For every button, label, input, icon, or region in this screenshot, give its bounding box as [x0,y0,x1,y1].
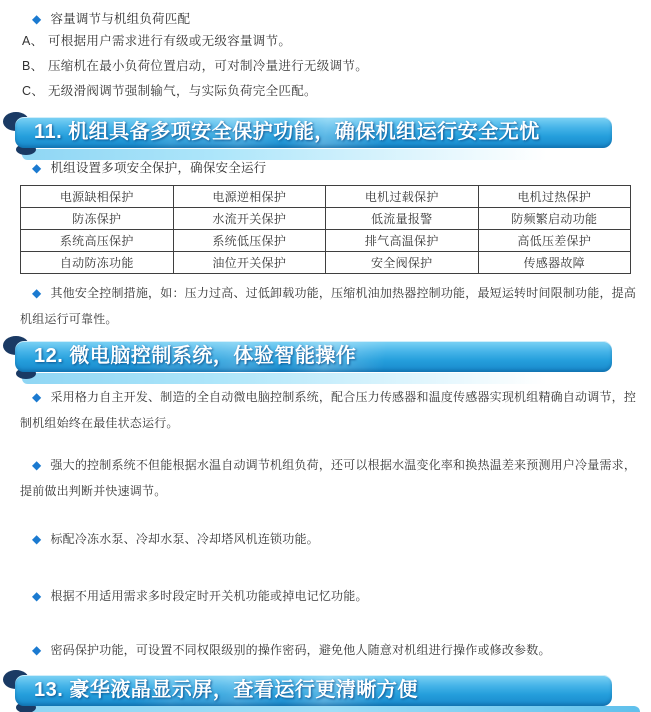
table-cell: 高低压差保护 [478,230,631,252]
item-label: B、 [22,59,44,73]
section13-title: 13. 豪华液晶显示屏，查看运行更清晰方便 [34,679,418,701]
paragraph-text: 标配冷冻水泵、冷却水泵、冷却塔风机连锁功能。 [50,532,319,546]
paragraph-text: 根据不用适用需求多时段定时开关机功能或掉电记忆功能。 [50,589,368,603]
table-cell: 系统高压保护 [21,230,174,252]
control-paragraph [20,583,640,609]
diamond-bullet-icon: ◆ [32,532,42,546]
capacity-heading [20,6,640,32]
table-cell: 电源缺相保护 [21,186,174,208]
table-cell: 低流量报警 [326,208,479,230]
section13-banner [0,670,651,712]
diamond-bullet-icon: ◆ [32,161,42,175]
ribbon-bar [15,117,612,148]
table-cell: 自动防冻功能 [21,252,174,274]
paragraph-text: 密码保护功能，可设置不同权限级别的操作密码，避免他人随意对机组进行操作或修改参数。 [50,643,551,657]
safety-note [20,280,640,332]
section12-banner [0,336,651,388]
table-cell: 排气高温保护 [326,230,479,252]
item-text: 压缩机在最小负荷位置启动，可对制冷量进行无级调节。 [48,59,369,73]
ribbon-bar [15,675,612,706]
capacity-item-c [22,81,632,101]
item-text: 无级滑阀调节强制输气，与实际负荷完全匹配。 [48,84,317,98]
table-cell: 电源逆相保护 [173,186,326,208]
ribbon-under-bar [22,706,640,712]
table-cell: 安全阀保护 [326,252,479,274]
safety-note-text: 其他安全控制措施，如：压力过高、过低卸载功能，压缩机油加热器控制功能，最短运转时间限制功能，提高机组运行可靠性。 [20,286,637,326]
control-paragraph [20,452,640,504]
ribbon-bar [15,341,612,372]
ribbon-under-bar [22,373,592,384]
table-cell: 系统低压保护 [173,230,326,252]
table-cell: 油位开关保护 [173,252,326,274]
diamond-bullet-icon: ◆ [32,390,42,404]
control-paragraph [20,637,640,663]
item-text: 可根据用户需求进行有级或无级容量调节。 [48,34,292,48]
diamond-bullet-icon: ◆ [32,458,42,472]
table-cell: 电机过热保护 [478,186,631,208]
control-paragraph [20,384,640,436]
table-cell: 水流开关保护 [173,208,326,230]
diamond-bullet-icon: ◆ [32,589,42,603]
item-label: A、 [22,34,44,48]
table-cell: 防频繁启动功能 [478,208,631,230]
capacity-item-b [22,56,632,76]
capacity-heading-text: 容量调节与机组负荷匹配 [50,12,191,26]
table-row [21,230,631,252]
table-row [21,252,631,274]
safety-subheading-text: 机组设置多项安全保护，确保安全运行 [50,161,267,175]
section11-title: 11. 机组具备多项安全保护功能，确保机组运行安全无忧 [34,121,540,143]
item-label: C、 [22,84,45,98]
diamond-bullet-icon: ◆ [32,643,42,657]
section12-title: 12. 微电脑控制系统，体验智能操作 [34,345,357,367]
table-cell: 电机过载保护 [326,186,479,208]
paragraph-text: 采用格力自主开发、制造的全自动微电脑控制系统，配合压力传感器和温度传感器实现机组精确自动调节，控制机组始终在最佳状态运行。 [20,390,637,430]
diamond-bullet-icon: ◆ [32,286,42,300]
table-cell: 传感器故障 [478,252,631,274]
control-paragraph [20,526,640,552]
table-row [21,186,631,208]
paragraph-text: 强大的控制系统不但能根据水温自动调节机组负荷，还可以根据水温变化率和换热温差来预测用户冷量需求，提前做出判断并快速调节。 [20,458,637,498]
safety-subheading [20,155,640,181]
table-cell: 防冻保护 [21,208,174,230]
safety-protection-table [20,185,631,274]
table-row [21,208,631,230]
capacity-item-a [22,31,632,51]
diamond-bullet-icon: ◆ [32,12,42,26]
